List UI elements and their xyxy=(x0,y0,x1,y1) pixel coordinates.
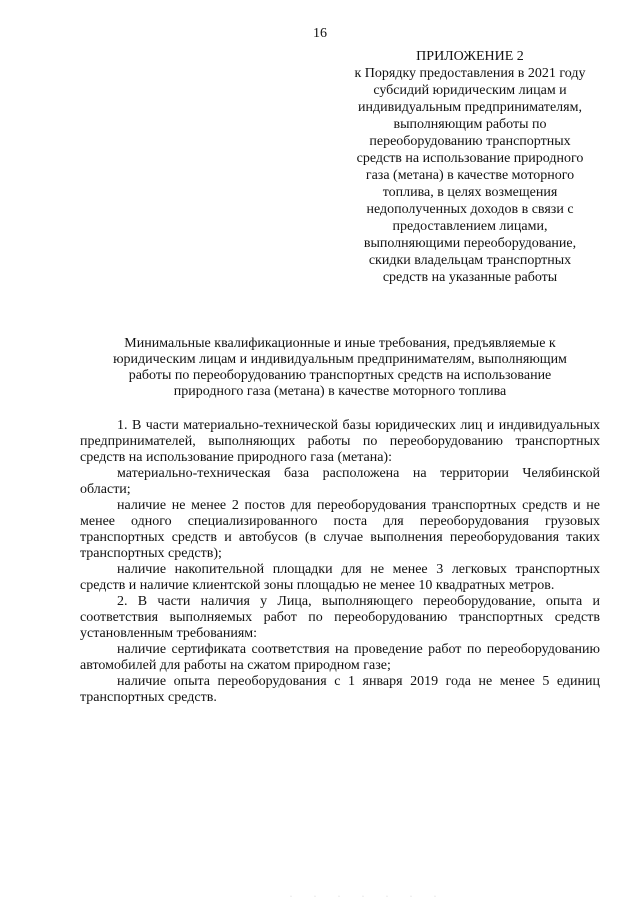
appendix-line: переоборудованию транспортных xyxy=(369,134,571,149)
page-number: 16 xyxy=(313,26,327,41)
appendix-title: ПРИЛОЖЕНИЕ 2 xyxy=(416,49,524,64)
heading-line: природного газа (метана) в качестве моторного топлива xyxy=(173,384,507,399)
paragraph-material-base: 1. В части материально-технической базы юридических лиц и индивидуальных предпринимателей, выполняющих работы по переоборудованию транспортных средств на использование природного газа (метана): xyxy=(80,418,600,465)
heading-line: Минимальные квалификационные и иные требования, предъявляемые к xyxy=(124,336,556,351)
paragraph-storage-area: наличие накопительной площадки для не менее 3 легковых транспортных средств и наличие клиентской зоны площадью не менее 10 квадратных метров. xyxy=(80,562,600,593)
appendix-line: к Порядку предоставления в 2021 году xyxy=(354,66,586,81)
document-body xyxy=(80,418,600,706)
appendix-line: предоставлением лицами, xyxy=(392,219,548,234)
appendix-line: недополученных доходов в связи с xyxy=(366,202,574,217)
appendix-line: топлива, в целях возмещения xyxy=(382,185,558,200)
appendix-line: средств на использование природного xyxy=(356,151,584,166)
appendix-line: средств на указанные работы xyxy=(382,270,558,285)
document-heading xyxy=(80,336,600,400)
heading-line: работы по переоборудованию транспортных средств на использование xyxy=(128,368,552,383)
paragraph-conversion-count: наличие опыта переоборудования с 1 января 2019 года не менее 5 единиц транспортных средств. xyxy=(80,674,600,705)
heading-line: юридическим лицам и индивидуальным предпринимателям, выполняющим xyxy=(113,352,567,367)
appendix-line: выполняющими переоборудование, xyxy=(363,236,577,251)
paragraph-experience: 2. В части наличия у Лица, выполняющего переоборудование, опыта и соответствия выполняемых работ по переоборудованию транспортных средств установленным требованиям: xyxy=(80,594,600,641)
appendix-line: выполняющим работы по xyxy=(393,117,547,132)
paragraph-location: материально-техническая база расположена на территории Челябинской области; xyxy=(80,466,600,497)
appendix-block xyxy=(330,48,610,286)
appendix-line: скидки владельцам транспортных xyxy=(368,253,572,268)
paragraph-certificate: наличие сертификата соответствия на проведение работ по переоборудованию автомобилей для работы на сжатом природном газе; xyxy=(80,642,600,673)
appendix-line: индивидуальным предпринимателям, xyxy=(358,100,582,115)
paragraph-posts: наличие не менее 2 постов для переоборудования транспортных средств и не менее одного специализированного поста для переоборудования грузовых транспортных средств и автобусов (в случае выполнения переоборудования таких транспортных средств); xyxy=(80,498,600,561)
appendix-line: субсидий юридическим лицам и xyxy=(373,83,567,98)
appendix-line: газа (метана) в качестве моторного xyxy=(365,168,575,183)
scan-footer-artifact: · · · · · · · xyxy=(290,894,436,900)
